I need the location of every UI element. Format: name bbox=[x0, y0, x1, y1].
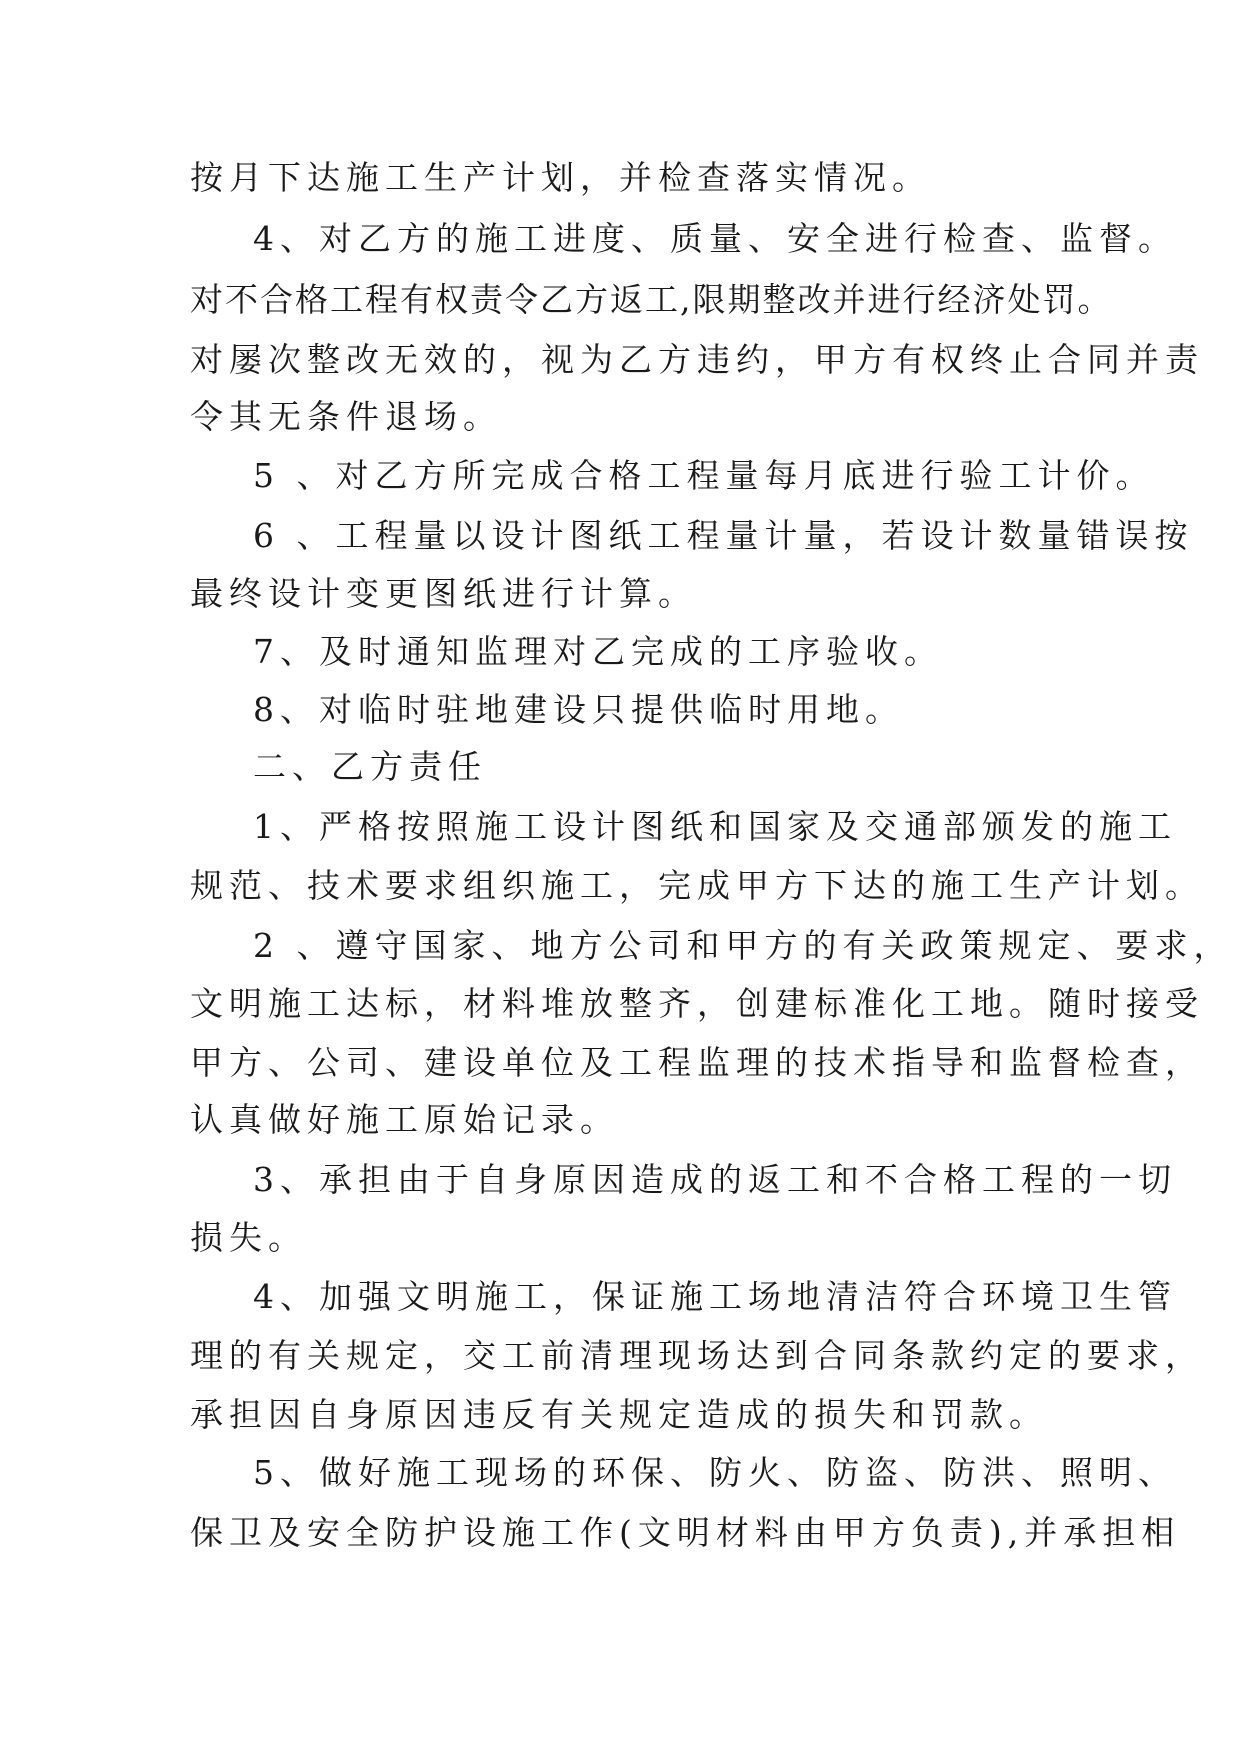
text-line: 8、对临时驻地建设只提供临时用地。 bbox=[253, 690, 904, 729]
text-line: 1、严格按照施工设计图纸和国家及交通部颁发的施工 bbox=[253, 807, 1177, 846]
text-line: 文明施工达标，材料堆放整齐，创建标准化工地。随时接受 bbox=[190, 984, 1204, 1023]
text-line: 7、及时通知监理对乙完成的工序验收。 bbox=[253, 632, 943, 671]
section-heading: 二、乙方责任 bbox=[253, 747, 487, 786]
text-line: 规范、技术要求组织施工，完成甲方下达的施工生产计划。 bbox=[190, 866, 1204, 905]
text-line: 3、承担由于自身原因造成的返工和不合格工程的一切 bbox=[253, 1160, 1177, 1199]
text-line: 最终设计变更图纸进行计算。 bbox=[190, 574, 697, 613]
text-line: 损失。 bbox=[190, 1218, 307, 1257]
text-line: 保卫及安全防护设施工作(文明材料由甲方负责),并承担相 bbox=[190, 1513, 1181, 1552]
text-line: 甲方、公司、建设单位及工程监理的技术指导和监督检查， bbox=[190, 1043, 1204, 1082]
text-line: 4、对乙方的施工进度、质量、安全进行检查、监督。 bbox=[253, 219, 1177, 258]
text-line: 认真做好施工原始记录。 bbox=[190, 1100, 619, 1139]
text-line: 按月下达施工生产计划，并检查落实情况。 bbox=[190, 158, 931, 197]
text-line: 5 、对乙方所完成合格工程量每月底进行验工计价。 bbox=[253, 456, 1155, 495]
text-line: 对屡次整改无效的，视为乙方违约，甲方有权终止合同并责 bbox=[190, 340, 1204, 379]
text-line: 承担因自身原因违反有关规定造成的损失和罚款。 bbox=[190, 1395, 1048, 1434]
text-line: 2 、遵守国家、地方公司和甲方的有关政策规定、要求， bbox=[253, 926, 1233, 965]
text-line: 令其无条件退场。 bbox=[190, 397, 502, 436]
text-line: 5、做好施工现场的环保、防火、防盗、防洪、照明、 bbox=[253, 1453, 1177, 1492]
text-line: 理的有关规定，交工前清理现场达到合同条款约定的要求， bbox=[190, 1336, 1204, 1375]
text-line: 对不合格工程有权责令乙方返工,限期整改并进行经济处罚。 bbox=[190, 280, 1113, 319]
text-line: 4、加强文明施工，保证施工场地清洁符合环境卫生管 bbox=[253, 1277, 1177, 1316]
text-line: 6 、工程量以设计图纸工程量计量，若设计数量错误按 bbox=[253, 516, 1194, 555]
